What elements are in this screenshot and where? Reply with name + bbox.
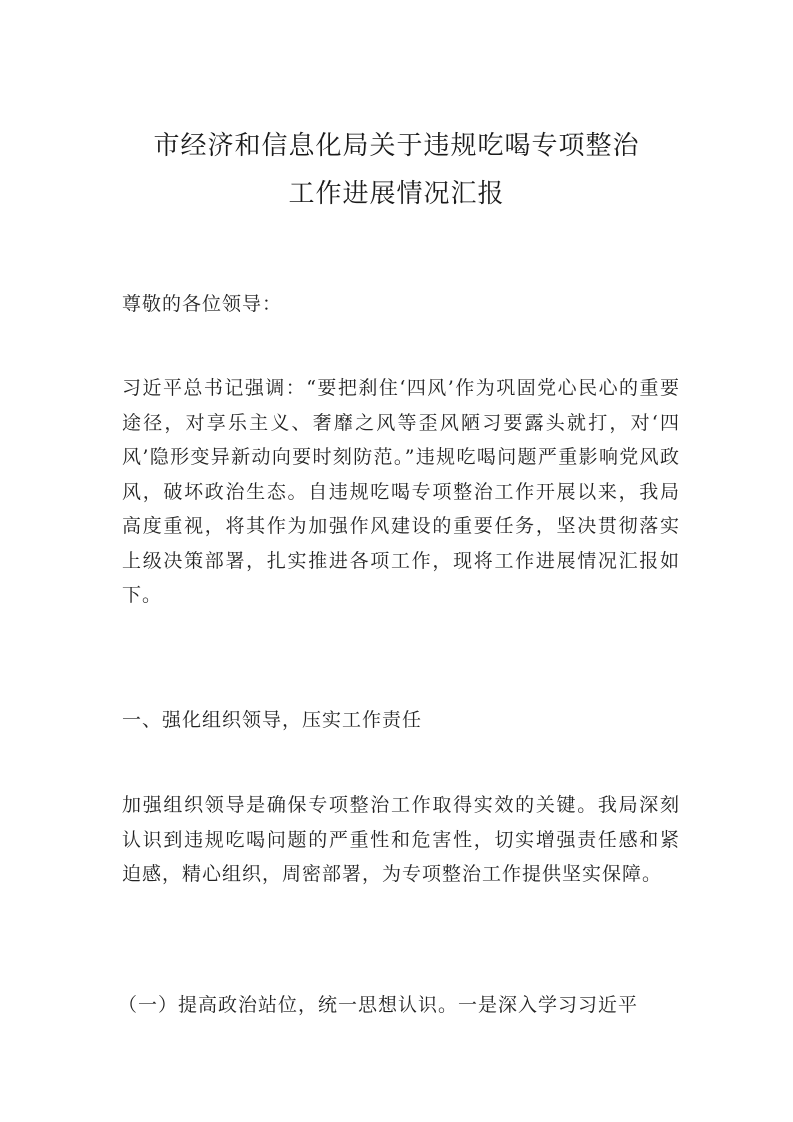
section-1-paragraph: 加强组织领导是确保专项整治工作取得实效的关键。我局深刻认识到违规吃喝问题的严重性和危害性，切实增强责任感和紧迫感，精心组织，周密部署，为专项整治工作提供坚实保障。 <box>122 794 680 885</box>
document-title-line-1: 市经济和信息化局关于违规吃喝专项整治 <box>153 131 640 161</box>
subsection-1-heading: （一）提高政治站位，统一思想认识。一是深入学习习近平 <box>118 994 639 1016</box>
section-heading-1: 一、强化组织领导，压实工作责任 <box>122 709 423 731</box>
document-title-line-2: 工作进展情况汇报 <box>288 179 505 209</box>
salutation: 尊敬的各位领导： <box>122 293 283 315</box>
intro-paragraph: 习近平总书记强调：“要把刹住‘四风’作为巩固党心民心的重要途径，对享乐主义、奢靡之风等歪风陋习要露头就打，对‘四风’隐形变异新动向要时刻防范。”违规吃喝问题严重影响党风政风，破坏政治生态。自违规吃喝专项整治工作开展以来，我局高度重视，将其作为加强作风建设的重要任务，坚决贯彻落实上级决策部署，扎实推进各项工作，现将工作进展情况汇报如下。 <box>122 377 680 606</box>
